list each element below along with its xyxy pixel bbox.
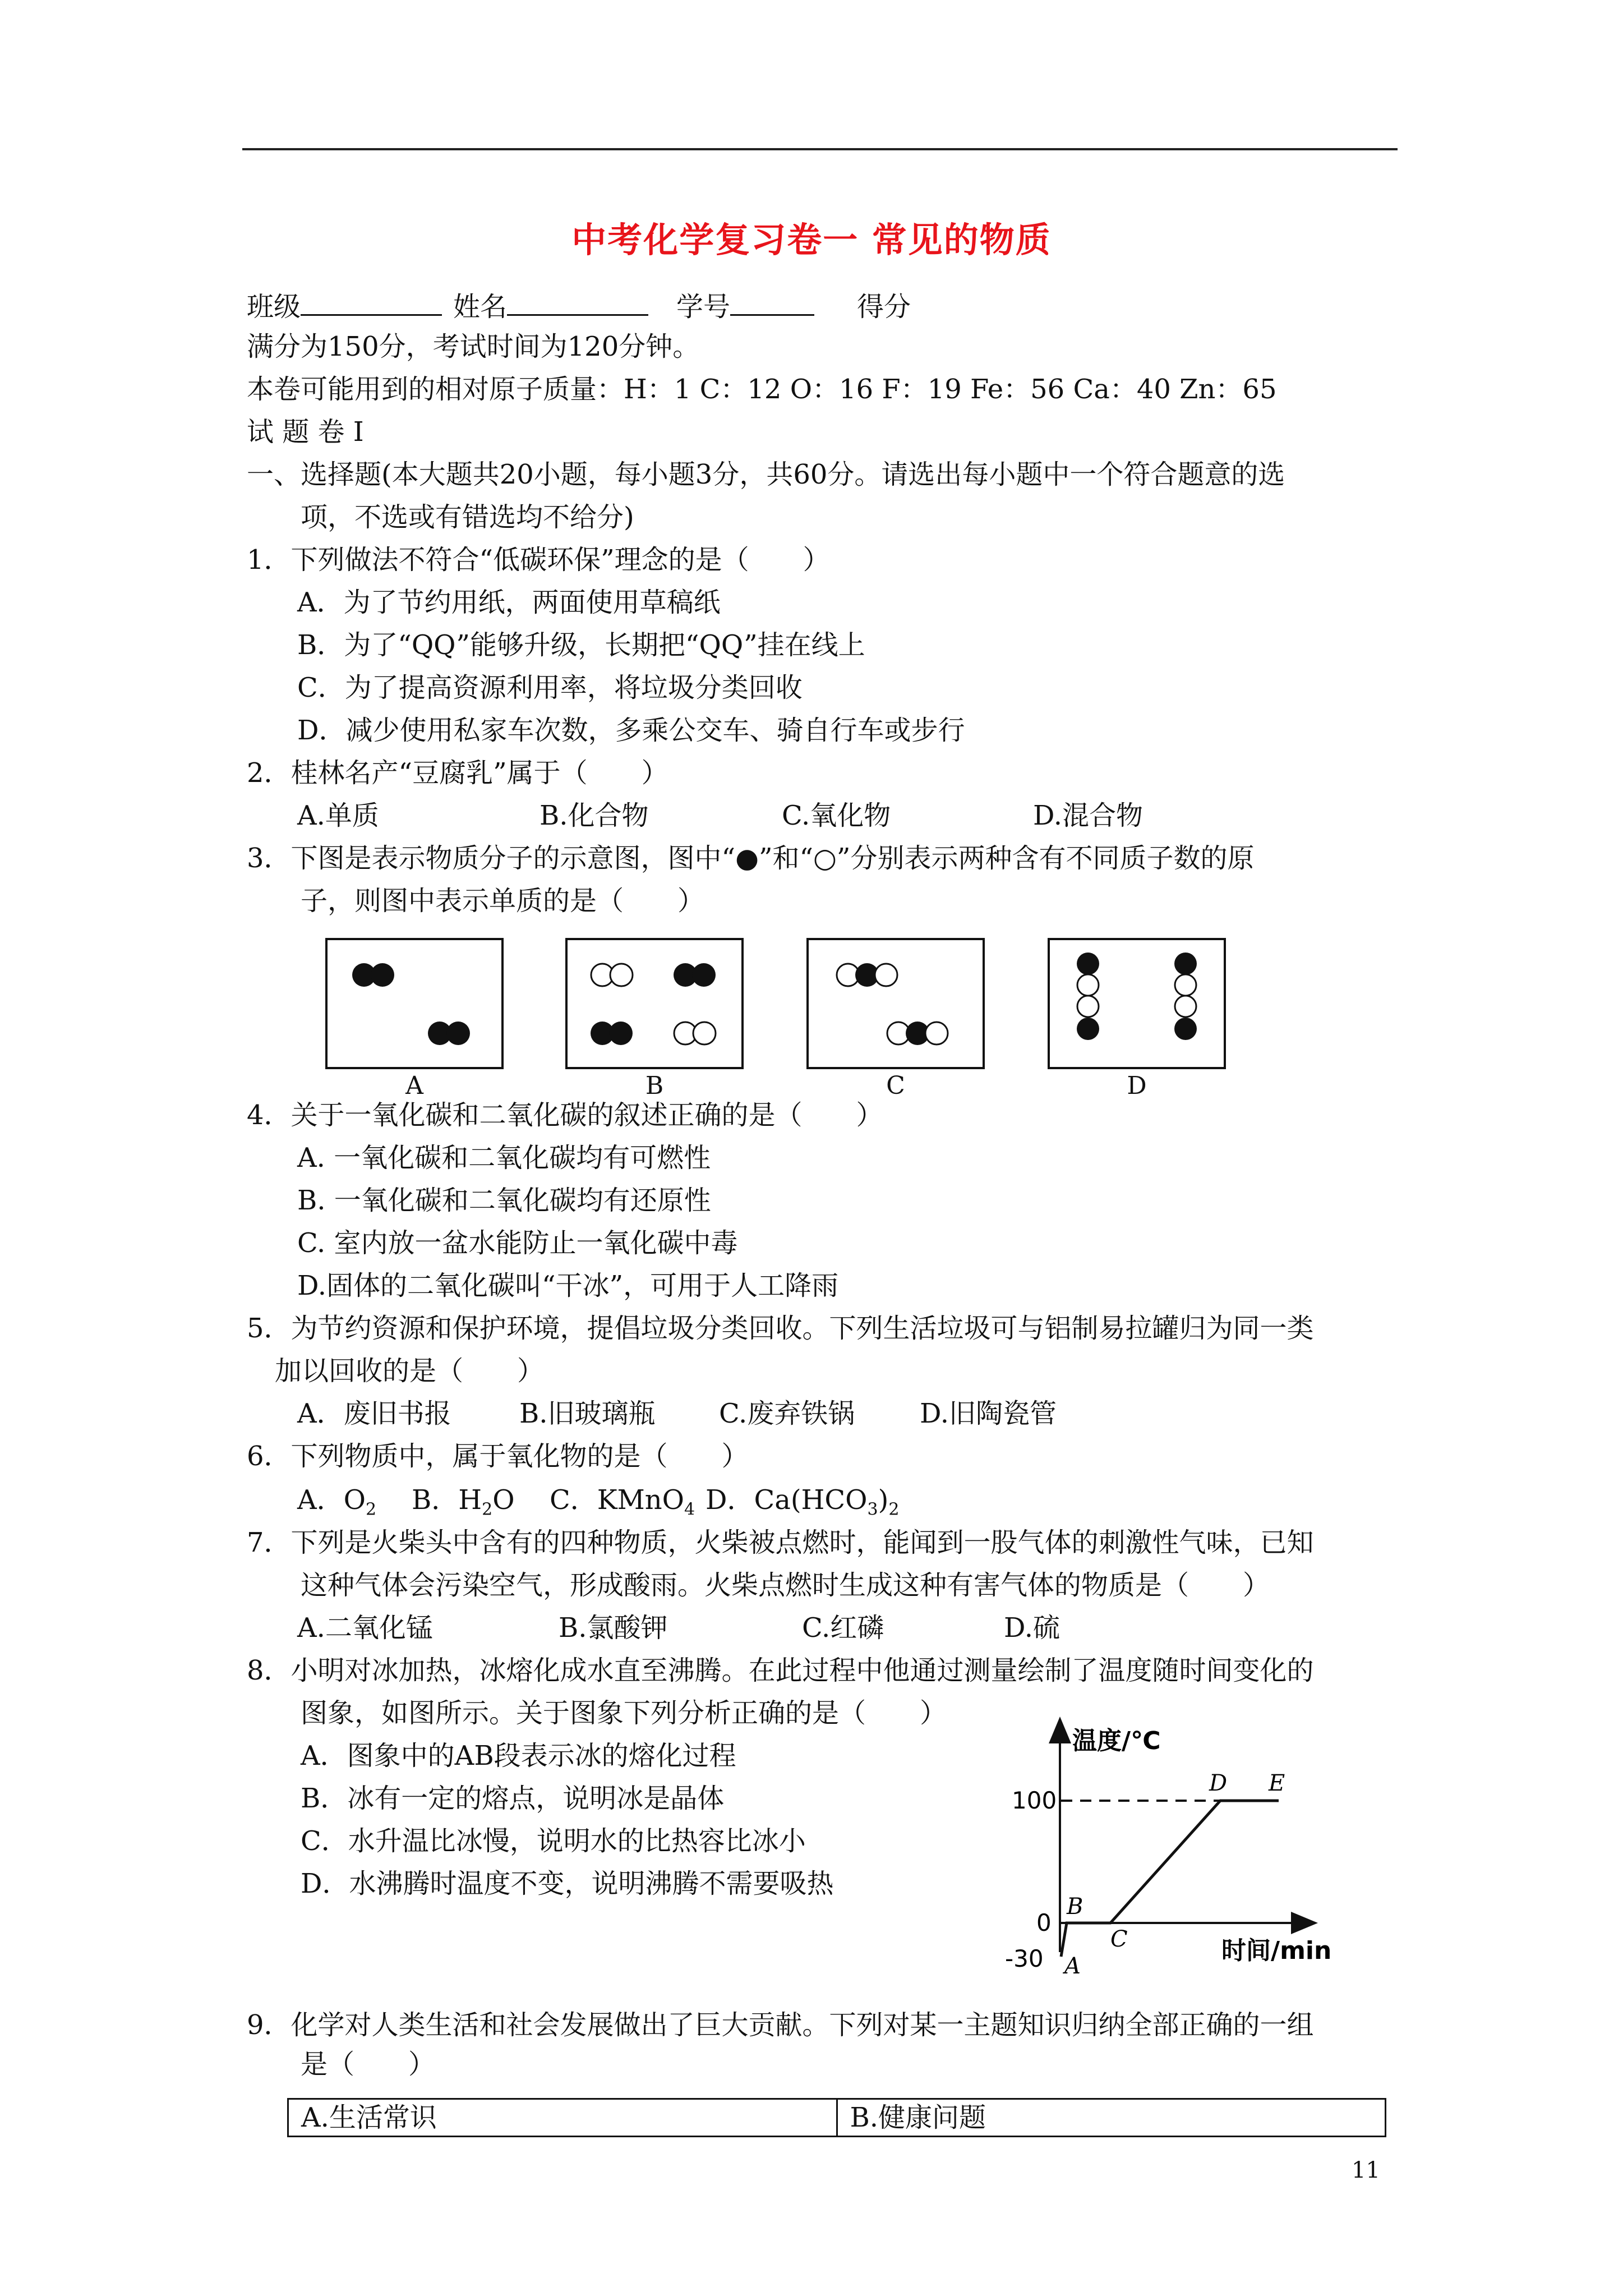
point-c-label: C — [1110, 1926, 1128, 1952]
q1-stem: 1．下列做法不符合“低碳环保”理念的是（ ） — [247, 544, 830, 576]
q7-option-d: D.硫 — [1004, 1612, 1061, 1644]
temperature-time-graph — [1004, 1705, 1363, 1986]
q5-stem-line-2: 加以回收的是（ ） — [275, 1355, 545, 1387]
q7-stem-line-2: 这种气体会污染空气，形成酸雨。火柴点燃时生成这种有害气体的物质是（ ） — [301, 1570, 1270, 1601]
q7-option-b: B.氯酸钾 — [559, 1612, 668, 1644]
q5-stem-line-1: 5．为节约资源和保护环境，提倡垃圾分类回收。下列生活垃圾可与铝制易拉罐归为同一类 — [247, 1313, 1314, 1344]
x-axis-label: 时间/min — [1221, 1936, 1332, 1965]
q8-option-d: D．水沸腾时温度不变，说明沸腾不需要吸热 — [301, 1868, 834, 1899]
molecule-panel-d — [1048, 938, 1226, 1069]
point-e-label: E — [1269, 1770, 1285, 1796]
q3-stem-line-1: 3．下图是表示物质分子的示意图，图中“●”和“○”分别表示两种含有不同质子数的原 — [247, 843, 1255, 874]
section-heading-line-2: 项，不选或有错选均不给分) — [301, 501, 634, 533]
id-blank[interactable] — [730, 287, 814, 316]
q8-stem-line-2: 图象，如图所示。关于图象下列分析正确的是（ ） — [301, 1697, 947, 1729]
q7-option-a: A.二氧化锰 — [297, 1612, 433, 1644]
molecule-diagram-d — [1050, 940, 1224, 1067]
q4-stem: 4．关于一氧化碳和二氧化碳的叙述正确的是（ ） — [247, 1099, 883, 1131]
q6-option-c: C．KMnO$_4$ — [550, 1484, 695, 1520]
q8-option-b: B．冰有一定的熔点，说明冰是晶体 — [301, 1783, 725, 1814]
molecule-panel-c — [806, 938, 985, 1069]
q3-stem-line-2: 子，则图中表示单质的是（ ） — [301, 885, 705, 917]
name-blank[interactable] — [507, 287, 648, 316]
point-d-label: D — [1209, 1770, 1228, 1796]
class-label: 班级 — [247, 291, 301, 323]
intro-line-2: 本卷可能用到的相对原子质量：H：1 C：12 O：16 F：19 Fe：56 Ca：40 Zn：65 — [247, 374, 1277, 405]
name-label: 姓名 — [453, 291, 508, 323]
section-heading-line-1: 一、选择题(本大题共20小题，每小题3分，共60分。请选出每小题中一个符合题意的选 — [247, 459, 1285, 490]
id-label: 学号 — [676, 291, 731, 323]
tick-100: 100 — [1012, 1787, 1057, 1814]
molecule-diagram-c — [809, 940, 983, 1067]
class-blank[interactable] — [301, 287, 442, 316]
q8-option-c: C．水升温比冰慢，说明水的比热容比冰小 — [301, 1825, 806, 1857]
q5-options — [297, 1397, 1057, 1430]
q4-option-a: A. 一氧化碳和二氧化碳均有可燃性 — [297, 1142, 711, 1174]
q2-option-b: B.化合物 — [540, 800, 649, 831]
q4-option-d: D.固体的二氧化碳叫“干冰”，可用于人工降雨 — [297, 1270, 839, 1301]
q7-stem-line-1: 7．下列是火柴头中含有的四种物质，火柴被点燃时，能闻到一股气体的刺激性气味，已知 — [247, 1527, 1314, 1558]
q2-option-a: A.单质 — [297, 800, 379, 831]
q9-table — [287, 2098, 1386, 2137]
q7-options — [297, 1611, 1060, 1645]
q2-option-c: C.氧化物 — [782, 800, 891, 831]
q2-stem: 2．桂林名产“豆腐乳”属于（ ） — [247, 757, 668, 789]
panel-label-a: A — [405, 1071, 423, 1100]
q5-option-c: C.废弃铁锅 — [719, 1398, 855, 1429]
q2-option-d: D.混合物 — [1033, 800, 1144, 831]
page-number: 11 — [1352, 2157, 1380, 2183]
tick-minus-30: -30 — [1005, 1945, 1044, 1972]
panel-label-c: C — [886, 1071, 905, 1100]
molecule-diagram-b — [568, 940, 741, 1067]
intro-line-1: 满分为150分，考试时间为120分钟。 — [247, 331, 700, 362]
q9-table-header-a: A.生活常识 — [301, 2102, 437, 2133]
page-title: 中考化学复习卷一 常见的物质 — [571, 219, 1052, 260]
q6-options — [297, 1483, 899, 1527]
q5-option-a: A．废旧书报 — [297, 1398, 451, 1429]
student-info-row — [247, 287, 911, 324]
molecule-diagram-a — [328, 940, 501, 1067]
header-rule — [242, 148, 1398, 150]
q1-option-c: C．为了提高资源利用率，将垃圾分类回收 — [297, 672, 803, 703]
q6-option-a: A．$O_2$ — [297, 1484, 377, 1520]
score-label: 得分 — [857, 291, 911, 323]
point-a-label: A — [1064, 1953, 1081, 1979]
q5-option-b: B.旧玻璃瓶 — [519, 1398, 656, 1429]
q2-options — [297, 799, 1143, 832]
tick-0: 0 — [1036, 1909, 1052, 1936]
panel-label-d: D — [1127, 1071, 1147, 1100]
q6-stem: 6．下列物质中，属于氧化物的是（ ） — [247, 1441, 749, 1472]
q8-option-a: A．图象中的AB段表示冰的熔化过程 — [301, 1740, 736, 1772]
q1-option-a: A．为了节约用纸，两面使用草稿纸 — [297, 587, 721, 618]
q8-stem-line-1: 8．小明对冰加热，冰熔化成水直至沸腾。在此过程中他通过测量绘制了温度随时间变化的 — [247, 1655, 1314, 1686]
q6-option-d: D．$Ca(HCO_3)_2$ — [706, 1484, 900, 1520]
q7-option-c: C.红磷 — [802, 1612, 884, 1644]
molecule-panel-b — [565, 938, 744, 1069]
q4-option-c: C. 室内放一盆水能防止一氧化碳中毒 — [297, 1227, 738, 1259]
molecule-panel-a — [325, 938, 504, 1069]
q9-stem-line-2: 是（ ） — [301, 2049, 436, 2080]
temperature-curve — [1061, 1801, 1279, 1957]
q6-option-b: B．$H_2O$ — [412, 1484, 515, 1520]
q9-stem-line-1: 9．化学对人类生活和社会发展做出了巨大贡献。下列对某一主题知识归纳全部正确的一组 — [247, 2009, 1314, 2041]
point-b-label: B — [1067, 1894, 1083, 1920]
y-axis-label: 温度/℃ — [1072, 1727, 1161, 1755]
q5-option-d: D.旧陶瓷管 — [920, 1398, 1057, 1429]
q9-table-header-b: B.健康问题 — [836, 2100, 1385, 2136]
q1-option-d: D．减少使用私家车次数，多乘公交车、骑自行车或步行 — [297, 715, 965, 746]
panel-label-b: B — [645, 1071, 664, 1100]
q1-option-b: B．为了“QQ”能够升级，长期把“QQ”挂在线上 — [297, 629, 865, 661]
q4-option-b: B. 一氧化碳和二氧化碳均有还原性 — [297, 1185, 711, 1216]
paper-label: 试 题 卷 I — [247, 416, 364, 448]
